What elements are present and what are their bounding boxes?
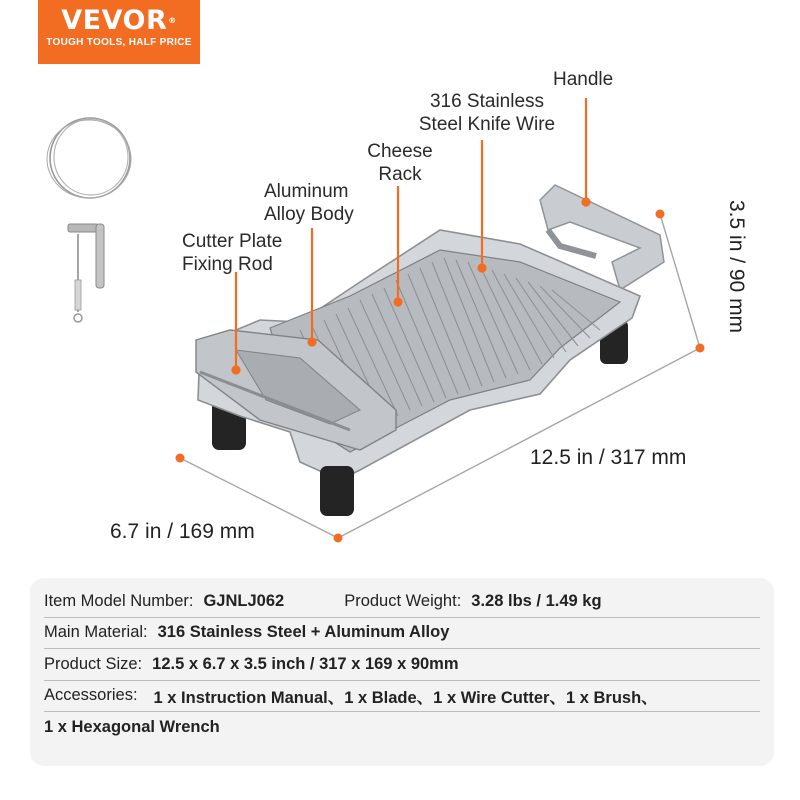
- brand-name: VEVOR: [61, 5, 168, 36]
- registered-mark: ®: [168, 16, 177, 25]
- spec-table: [30, 578, 774, 766]
- material-value: 316 Stainless Steel + Aluminum Alloy: [157, 623, 450, 642]
- label-alloy-body: Aluminum Alloy Body: [264, 181, 354, 225]
- weight-value: 3.28 lbs / 1.49 kg: [471, 591, 602, 610]
- spec-row-accessories: [44, 681, 760, 713]
- accessories-key: Accessories:: [44, 686, 138, 705]
- label-knife-wire: 316 Stainless Steel Knife Wire: [418, 91, 556, 135]
- label-handle: Handle: [553, 69, 614, 90]
- model-key: Item Model Number:: [44, 591, 194, 610]
- dimension-width: 6.7 in / 169 mm: [110, 520, 255, 543]
- label-fixing-rod: Cutter Plate Fixing Rod: [182, 231, 283, 275]
- accessories-value-cont: 1 x Hexagonal Wrench: [44, 718, 220, 737]
- size-value: 12.5 x 6.7 x 3.5 inch / 317 x 169 x 90mm: [152, 654, 459, 673]
- spec-row-material: [44, 618, 760, 650]
- material-key: Main Material:: [44, 623, 148, 642]
- model-value: GJNLJ062: [203, 591, 285, 610]
- dimension-length: 12.5 in / 317 mm: [530, 446, 687, 469]
- label-cheese-rack: Cheese Rack: [367, 141, 433, 185]
- spec-row-size: [44, 649, 760, 681]
- accessories-value: 1 x Instruction Manual、1 x Blade、1 x Wire Cutter、1 x Brush、: [153, 688, 658, 707]
- spec-row-model: [44, 586, 760, 618]
- dimension-height: 3.5 in / 90 mm: [725, 200, 748, 334]
- wire-coil-icon: [47, 118, 131, 198]
- spec-row-accessories-cont: [44, 712, 760, 744]
- brand-tagline: TOUGH TOOLS, HALF PRICE: [46, 37, 192, 48]
- size-key: Product Size:: [44, 654, 143, 673]
- weight-key: Product Weight:: [344, 591, 462, 610]
- cleaning-brush-icon: [74, 234, 82, 322]
- hex-wrench-icon: [68, 224, 104, 288]
